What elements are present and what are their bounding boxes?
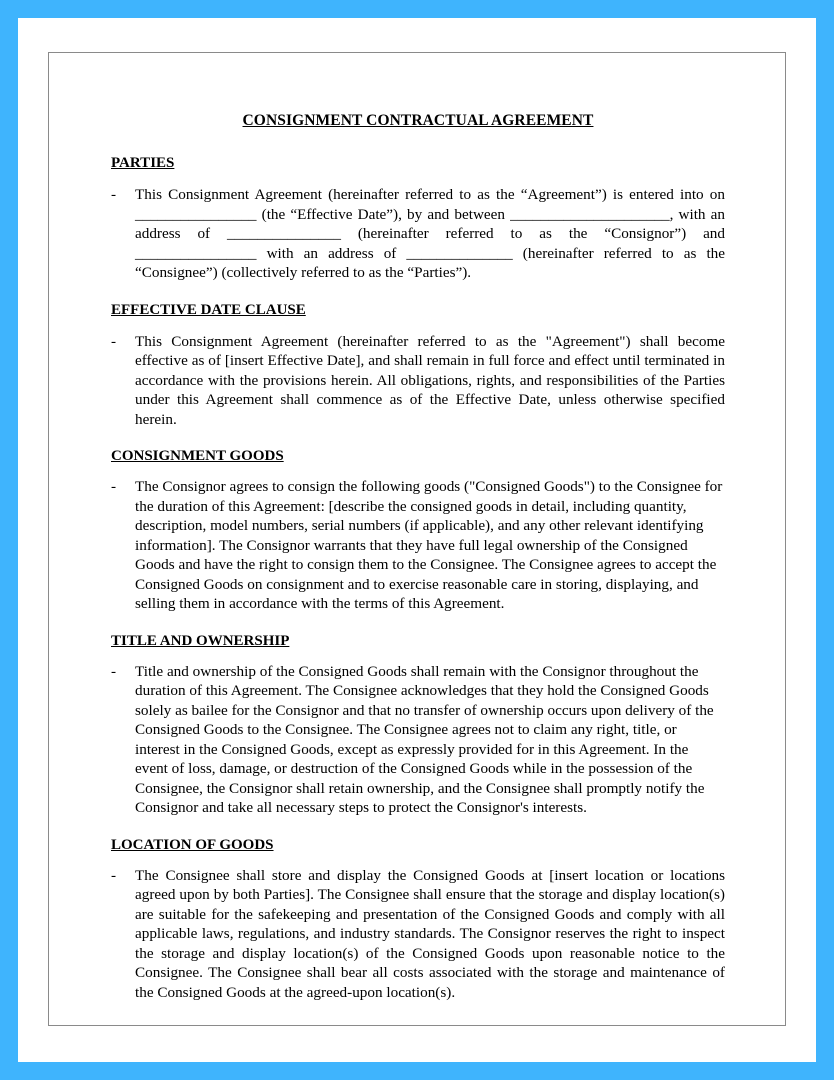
clause-effective-date [111, 332, 725, 430]
bullet-marker: - [111, 186, 117, 203]
bullet-marker: - [111, 478, 117, 495]
clause-location-of-goods [111, 866, 725, 1003]
section-effective-date-clause [111, 301, 725, 430]
clause-text-parties: This Consignment Agreement (hereinafter referred to as the “Agreement”) is entered into on ________________ (the “Effective Date”), by and between _____________________, with an address of _______________ (hereinafter referred to as the “Consignor”) and ________________ with an address of ______________ (hereinafter referred to as the “Consignee”) (collectively referred to as the “Parties”). [135, 186, 725, 281]
page-sheet [18, 18, 816, 1062]
clause-text-effective-date: This Consignment Agreement (hereinafter referred to as the "Agreement") shall become effective as of [insert Effective Date], and shall remain in full force and effect until terminated in accordance with the provisions herein. All obligations, rights, and responsibilities of the Parties under this Agreement shall commence as of the Effective Date, unless otherwise specified herein. [135, 332, 725, 428]
section-heading-consignment-goods: CONSIGNMENT GOODS [111, 448, 284, 464]
section-heading-parties: PARTIES [111, 155, 175, 171]
page-border-box [48, 52, 786, 1026]
section-title-and-ownership [111, 632, 725, 818]
document-title: CONSIGNMENT CONTRACTUAL AGREEMENT [242, 112, 594, 129]
section-consignment-goods [111, 447, 725, 614]
bullet-marker: - [111, 662, 117, 680]
bullet-marker: - [111, 866, 117, 884]
clause-text-location-of-goods: The Consignee shall store and display the Consigned Goods at [insert location or locations agreed upon by both Parties]. The Consignee shall ensure that the storage and display location(s) are suitable for the safekeeping and presentation of the Consigned Goods and comply with all applicable laws, regulations, and industry standards. The Consignor reserves the right to inspect the storage and display location(s) of the Consigned Goods upon reasonable notice to the Consignee. The Consignee shall bear all costs associated with the storage and maintenance of the Consigned Goods at the agreed-upon location(s). [135, 866, 725, 1001]
document-body [111, 111, 725, 1002]
clause-text-consignment-goods: The Consignor agrees to consign the following goods ("Consigned Goods") to the Consignee for the duration of this Agreement: [describe the consigned goods in detail, including quantity, description, model numbers, serial numbers (if applicable), and any other relevant identifying information]. The Consignor warrants that they have full legal ownership of the Consigned Goods and have the right to consign them to the Consignee. The Consignee agrees to accept the Consigned Goods on consignment and to exercise reasonable care in storing, displaying, and selling them in accordance with the terms of this Agreement. [135, 478, 723, 612]
section-heading-location-of-goods: LOCATION OF GOODS [111, 836, 274, 853]
clause-consignment-goods [111, 477, 725, 614]
clause-parties [111, 185, 725, 283]
section-heading-effective-date-clause: EFFECTIVE DATE CLAUSE [111, 301, 306, 318]
clause-text-title-and-ownership: Title and ownership of the Consigned Goods shall remain with the Consignor throughout the duration of this Agreement. The Consignee acknowledges that they hold the Consigned Goods solely as bailee for the Consignor and that no transfer of ownership occurs upon delivery of the Consigned Goods to the Consignee. The Consignee agrees not to claim any right, title, or interest in the Consigned Goods, except as expressly provided for in this Agreement. In the event of loss, damage, or destruction of the Consigned Goods while in the possession of the Consignee, the Consignor shall retain ownership, and the Consignee shall promptly notify the Consignor and take all necessary steps to protect the Consignor's interests. [135, 662, 714, 816]
clause-title-and-ownership [111, 662, 725, 818]
section-heading-title-and-ownership: TITLE AND OWNERSHIP [111, 632, 290, 649]
section-location-of-goods [111, 836, 725, 1003]
section-parties [111, 154, 725, 283]
bullet-marker: - [111, 332, 117, 350]
